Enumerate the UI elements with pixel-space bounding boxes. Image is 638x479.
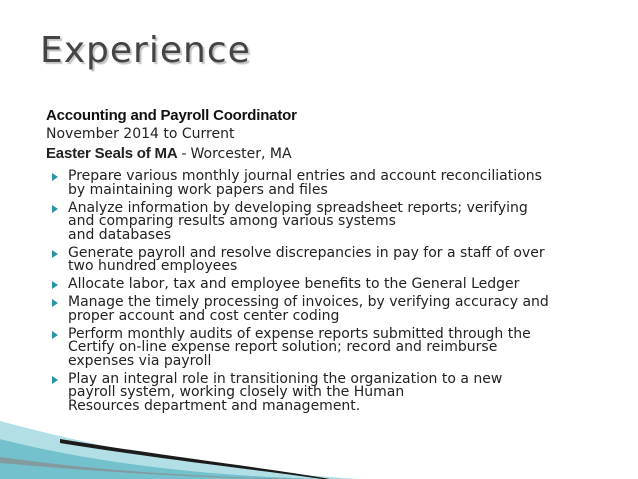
triangle-right-icon bbox=[52, 299, 58, 307]
triangle-right-icon bbox=[52, 376, 58, 384]
list-item-text: Allocate labor, tax and employee benefits to the General Ledger bbox=[68, 276, 520, 292]
employer-separator: - bbox=[181, 146, 187, 162]
list-item-text: Prepare various monthly journal entries and account reconciliations by maintaining work papers and files bbox=[68, 168, 542, 198]
employer-name: Easter Seals of MA bbox=[46, 145, 178, 162]
responsibility-list bbox=[46, 170, 606, 418]
job-dates: November 2014 to Current bbox=[46, 126, 235, 142]
employer-line bbox=[46, 144, 606, 164]
list-item-text: Analyze information by developing spreadsheet reports; verifying and comparing results among various systems and databases bbox=[68, 199, 528, 243]
triangle-right-icon bbox=[52, 331, 58, 339]
list-item-text: Play an integral role in transitioning the organization to a new payroll system, working closely with the Human Resources department and management. bbox=[68, 370, 503, 414]
job-title: Accounting and Payroll Coordinator bbox=[46, 107, 297, 124]
decorative-swoosh bbox=[0, 399, 638, 479]
list-item bbox=[46, 325, 606, 369]
triangle-right-icon bbox=[52, 205, 58, 213]
triangle-right-icon bbox=[52, 173, 58, 181]
job-header bbox=[46, 106, 606, 164]
list-item bbox=[46, 278, 606, 292]
list-item-text: Generate payroll and resolve discrepancies in pay for a staff of over two hundred employees bbox=[68, 244, 545, 274]
list-item-text: Manage the timely processing of invoices, by verifying accuracy and proper account and cost center coding bbox=[68, 294, 549, 324]
triangle-right-icon bbox=[52, 281, 58, 289]
list-item bbox=[46, 199, 606, 243]
list-item-text: Perform monthly audits of expense reports submitted through the Certify on-line expense report solution; record and reimburse expenses via payroll bbox=[68, 325, 531, 369]
list-item bbox=[46, 170, 606, 197]
slide-title: Experience bbox=[40, 30, 251, 71]
list-item bbox=[46, 244, 606, 274]
list-item bbox=[46, 296, 606, 323]
triangle-right-icon bbox=[52, 250, 58, 258]
employer-location: Worcester, MA bbox=[190, 146, 292, 162]
